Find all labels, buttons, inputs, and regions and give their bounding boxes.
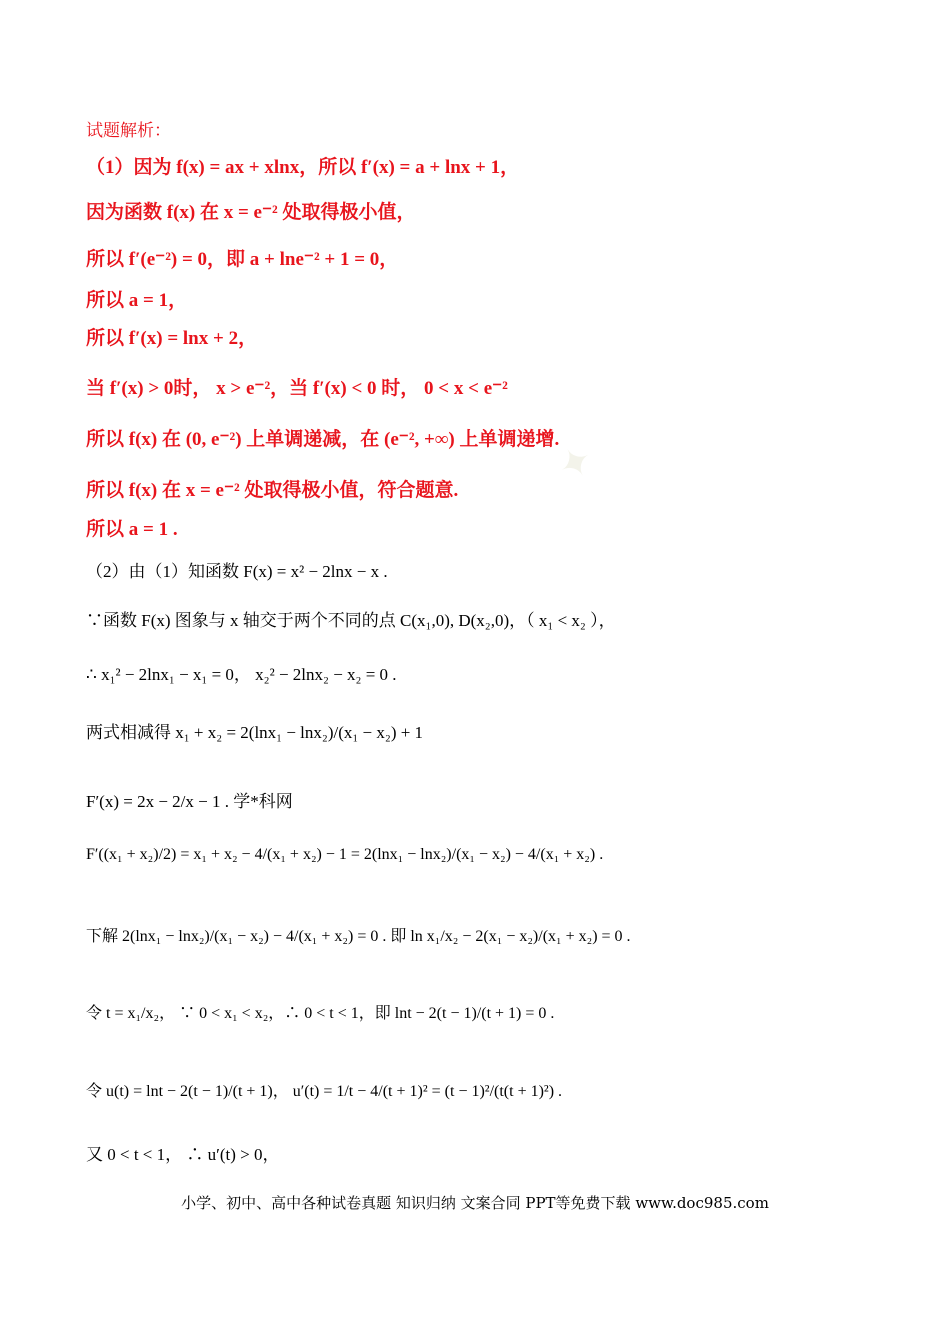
step-2-line-7: 下解 2(lnx₁ − lnx₂)/(x₁ − x₂) − 4/(x₁ + x₂) = 0 . 即 ln x₁/x₂ − 2(x₁ − x₂)/(x₁ + x₂) = 0 .	[86, 928, 631, 945]
step-2-line-1: （2）由（1）知函数 F(x) = x² − 2lnx − x .	[86, 562, 388, 581]
step-2-line-3: ∴ x₁² − 2lnx₁ − x₁ = 0， x₂² − 2lnx₂ − x₂ = 0 .	[86, 665, 397, 684]
step-2-line-5: F′(x) = 2x − 2/x − 1 . 学*科网	[86, 792, 293, 811]
page-footer: 小学、初中、高中各种试卷真题 知识归纳 文案合同 PPT等免费下载 www.doc985.com	[181, 1194, 769, 1212]
step-1-line-1: （1）因为 f(x) = ax + xlnx，所以 f′(x) = a + lnx + 1，	[86, 157, 520, 178]
step-2-line-2: ∵函数 F(x) 图象与 x 轴交于两个不同的点 C(x₁,0), D(x₂,0)，（ x₁ < x₂ ），	[86, 611, 616, 630]
step-2-line-10: 又 0 < t < 1， ∴ u′(t) > 0，	[86, 1145, 280, 1164]
step-2-line-4: 两式相减得 x₁ + x₂ = 2(lnx₁ − lnx₂)/(x₁ − x₂) + 1	[86, 723, 424, 742]
faint-watermark: ✦	[549, 435, 602, 493]
step-1-line-9: 所以 a = 1 .	[86, 519, 178, 540]
step-1-line-2: 因为函数 f(x) 在 x = e⁻² 处取得极小值，	[86, 202, 416, 223]
step-2-line-8: 令 t = x₁/x₂， ∵ 0 < x₁ < x₂，∴ 0 < t < 1，即 lnt − 2(t − 1)/(t + 1) = 0 .	[86, 1005, 555, 1022]
solution-heading: 试题解析：	[86, 121, 171, 141]
step-1-line-7: 所以 f(x) 在 (0, e⁻²) 上单调递减，在 (e⁻², +∞) 上单调递增.	[86, 429, 560, 450]
step-1-line-3: 所以 f′(e⁻²) = 0，即 a + lne⁻² + 1 = 0，	[86, 249, 399, 270]
step-1-line-5: 所以 f′(x) = lnx + 2，	[86, 328, 258, 349]
step-1-line-8: 所以 f(x) 在 x = e⁻² 处取得极小值，符合题意.	[86, 480, 459, 501]
step-1-line-6: 当 f′(x) > 0时， x > e⁻²，当 f′(x) < 0 时， 0 < x < e⁻²	[86, 378, 508, 399]
step-2-line-6: F′((x₁ + x₂)/2) = x₁ + x₂ − 4/(x₁ + x₂) − 1 = 2(lnx₁ − lnx₂)/(x₁ − x₂) − 4/(x₁ + x₂) .	[86, 846, 604, 863]
step-2-line-9: 令 u(t) = lnt − 2(t − 1)/(t + 1)， u′(t) = 1/t − 4/(t + 1)² = (t − 1)²/(t(t + 1)²) .	[86, 1083, 563, 1100]
step-1-line-4: 所以 a = 1，	[86, 290, 188, 311]
